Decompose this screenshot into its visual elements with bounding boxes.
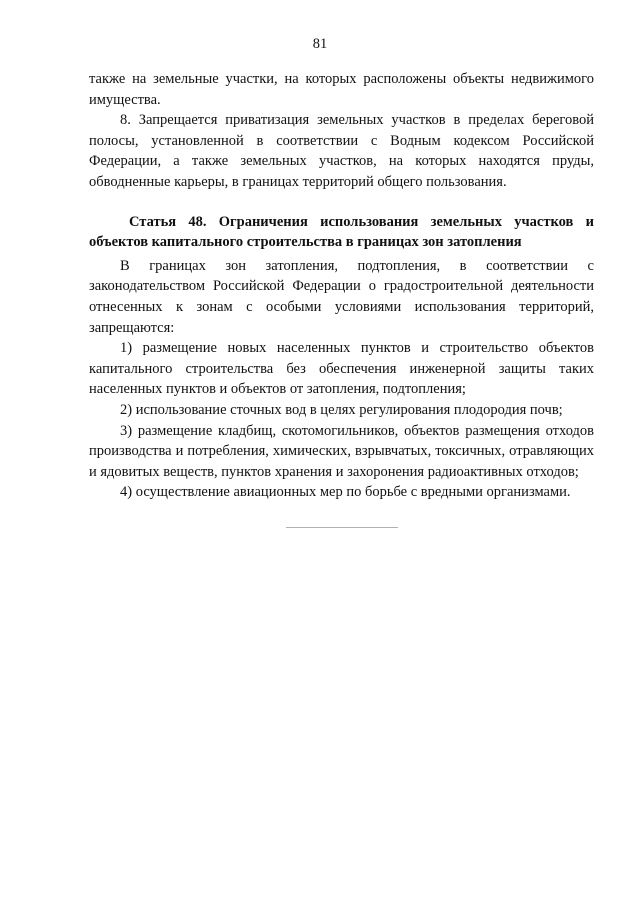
article-48-heading: Статья 48. Ограничения использования земельных участков и объектов капитального строительства в границах зон затопления [89,213,594,251]
page-number: 81 [312,36,328,52]
article-48-item-3: 3) размещение кладбищ, скотомогильников, объектов размещения отходов производства и потребления, химических, взрывчатых, токсичных, отравляющих и ядовитых веществ, пунктов хранения и захоронения радиоактивных отходов; [89,422,594,480]
paragraph-item-8: 8. Запрещается приватизация земельных участков в пределах береговой полосы, установленной в соответствии с Водным кодексом Российской Федерации, а также земельных участков, на которых находятся пруды, обводненные карьеры, в границах территорий общего пользования. [89,112,594,190]
article-48-item-2: 2) использование сточных вод в целях регулирования плодородия почв; [120,401,563,418]
end-separator-line [286,527,398,528]
article-48-intro: В границах зон затопления, подтопления, в соответствии с законодательством Российской Федерации о градостроительной деятельности отнесенных к зонам с особыми условиями использования территорий, запрещаются: [89,257,594,336]
page-content [89,69,594,503]
article-48-item-1: 1) размещение новых населенных пунктов и строительство объектов капитального строительства без обеспечения инженерной защиты таких населенных пунктов и объектов от затопления, подтопления; [89,340,594,398]
paragraph-continuation: также на земельные участки, на которых расположены объекты недвижимого имущества. [89,71,594,108]
article-48-item-4: 4) осуществление авиационных мер по борьбе с вредными организмами. [120,484,571,501]
